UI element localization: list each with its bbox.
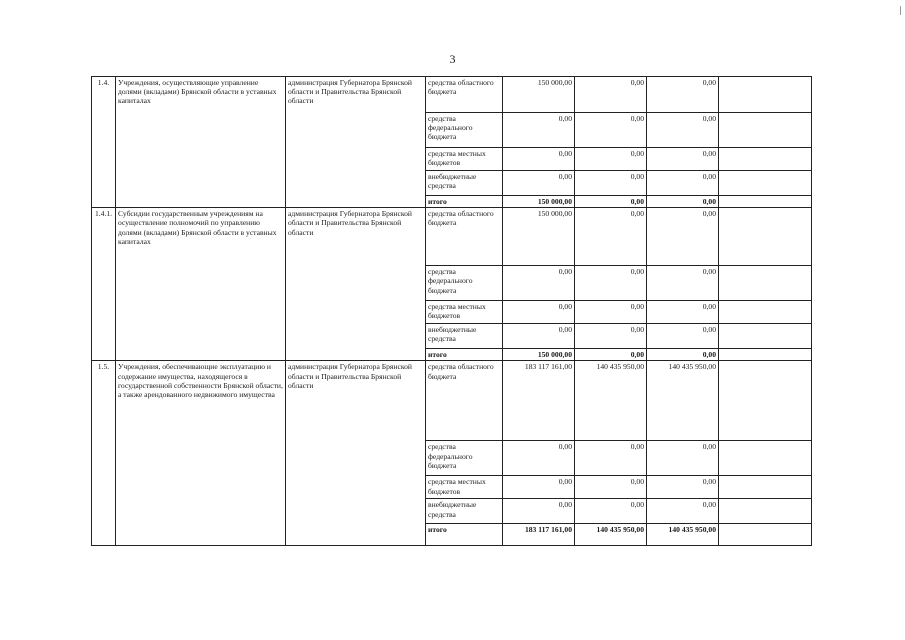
empty-cell (719, 196, 812, 208)
empty-cell (719, 171, 812, 196)
value-year-1: 150 000,00 (503, 208, 575, 266)
value-year-1: 0,00 (503, 476, 575, 499)
item-executor: администрация Губернатора Брянской области и Правительства Брянской области (286, 361, 426, 546)
value-year-2: 0,00 (575, 113, 647, 148)
value-year-2: 0,00 (575, 171, 647, 196)
item-name: Учреждения, обеспечивающие эксплуатацию и содержание имущества, находящегося в государственной собственности Брянской области, а также арендованного недвижимого имущества (116, 361, 286, 546)
funding-source: итого (426, 524, 503, 546)
value-year-3: 140 435 950,00 (647, 361, 719, 441)
funding-source: средства местных бюджетов (426, 476, 503, 499)
funding-source: итого (426, 196, 503, 208)
funding-source: средства местных бюджетов (426, 148, 503, 171)
funding-source: итого (426, 349, 503, 361)
value-year-1: 0,00 (503, 499, 575, 524)
value-year-3: 0,00 (647, 208, 719, 266)
value-year-3: 0,00 (647, 499, 719, 524)
empty-cell (719, 476, 812, 499)
value-year-2: 0,00 (575, 499, 647, 524)
value-year-2: 0,00 (575, 77, 647, 113)
value-year-3: 0,00 (647, 349, 719, 361)
empty-cell (719, 208, 812, 266)
value-year-1: 0,00 (503, 113, 575, 148)
funding-source: средства областного бюджета (426, 208, 503, 266)
empty-cell (719, 524, 812, 546)
funding-source: средства федерального бюджета (426, 441, 503, 476)
empty-cell (719, 361, 812, 441)
funding-source: внебюджетные средства (426, 499, 503, 524)
value-year-2: 0,00 (575, 148, 647, 171)
item-executor: администрация Губернатора Брянской области и Правительства Брянской области (286, 77, 426, 208)
value-year-2: 140 435 950,00 (575, 361, 647, 441)
funding-source: средства местных бюджетов (426, 301, 503, 324)
value-year-2: 0,00 (575, 301, 647, 324)
empty-cell (719, 499, 812, 524)
empty-cell (719, 148, 812, 171)
value-year-2: 0,00 (575, 196, 647, 208)
budget-table (91, 76, 812, 546)
item-code: 1.4. (92, 77, 116, 208)
empty-cell (719, 113, 812, 148)
funding-source: средства областного бюджета (426, 77, 503, 113)
page-number: 3 (449, 52, 456, 66)
item-code: 1.4.1. (92, 208, 116, 361)
value-year-2: 0,00 (575, 441, 647, 476)
value-year-1: 0,00 (503, 148, 575, 171)
value-year-3: 0,00 (647, 441, 719, 476)
funding-source: внебюджетные средства (426, 324, 503, 349)
value-year-2: 0,00 (575, 476, 647, 499)
value-year-2: 0,00 (575, 266, 647, 301)
value-year-2: 0,00 (575, 349, 647, 361)
value-year-1: 150 000,00 (503, 196, 575, 208)
value-year-1: 183 117 161,00 (503, 361, 575, 441)
empty-cell (719, 301, 812, 324)
value-year-3: 0,00 (647, 324, 719, 349)
value-year-3: 0,00 (647, 266, 719, 301)
value-year-3: 140 435 950,00 (647, 524, 719, 546)
empty-cell (719, 266, 812, 301)
value-year-2: 0,00 (575, 208, 647, 266)
value-year-2: 0,00 (575, 324, 647, 349)
value-year-1: 0,00 (503, 301, 575, 324)
empty-cell (719, 77, 812, 113)
funding-source: средства областного бюджета (426, 361, 503, 441)
table-row (92, 77, 812, 113)
empty-cell (719, 349, 812, 361)
value-year-3: 0,00 (647, 301, 719, 324)
value-year-1: 0,00 (503, 171, 575, 196)
item-name: Учреждения, осуществляющие управление долями (вкладами) Брянской области в уставных капиталах (116, 77, 286, 208)
table-row (92, 208, 812, 266)
value-year-3: 0,00 (647, 196, 719, 208)
value-year-3: 0,00 (647, 476, 719, 499)
funding-source: средства федерального бюджета (426, 266, 503, 301)
value-year-1: 150 000,00 (503, 349, 575, 361)
funding-source: средства федерального бюджета (426, 113, 503, 148)
table-row (92, 361, 812, 441)
value-year-1: 150 000,00 (503, 77, 575, 113)
value-year-3: 0,00 (647, 113, 719, 148)
value-year-3: 0,00 (647, 77, 719, 113)
value-year-1: 0,00 (503, 441, 575, 476)
funding-source: внебюджетные средства (426, 171, 503, 196)
value-year-2: 140 435 950,00 (575, 524, 647, 546)
value-year-1: 0,00 (503, 324, 575, 349)
scan-edge-mark (900, 6, 901, 15)
value-year-3: 0,00 (647, 171, 719, 196)
item-name: Субсидии государственным учреждениям на осуществление полномочий по управлению долями (вкладами) Брянской области в уставных капиталах (116, 208, 286, 361)
value-year-3: 0,00 (647, 148, 719, 171)
item-executor: администрация Губернатора Брянской области и Правительства Брянской области (286, 208, 426, 361)
value-year-1: 0,00 (503, 266, 575, 301)
value-year-1: 183 117 161,00 (503, 524, 575, 546)
empty-cell (719, 324, 812, 349)
empty-cell (719, 441, 812, 476)
item-code: 1.5. (92, 361, 116, 546)
